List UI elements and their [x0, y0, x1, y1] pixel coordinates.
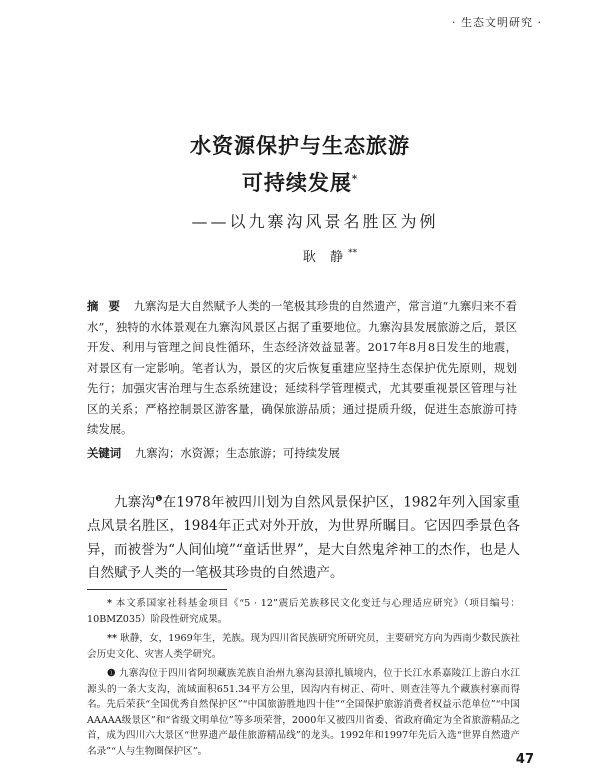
article-title-line2-text: 可持续发展: [241, 170, 352, 195]
article-subtitle: ——以九寨沟风景名胜区为例: [191, 212, 439, 231]
keywords-label: 关键词: [87, 446, 122, 460]
body-footnote-mark[interactable]: ❶: [155, 494, 163, 503]
footnote: [87, 596, 520, 627]
title-block: [0, 132, 600, 265]
footnote-mark: *: [107, 598, 113, 609]
page-number: 47: [515, 752, 534, 767]
author-footnote-mark[interactable]: **: [348, 248, 358, 259]
abstract-label: 摘要: [87, 299, 130, 313]
footnote: [87, 666, 520, 759]
running-header: · 生态文明研究 ·: [452, 16, 542, 29]
footnote-divider: [87, 589, 227, 590]
body-lead: 九寨沟: [114, 494, 156, 511]
body-text: 在1978年被四川划为自然风景保护区，1982年列入国家重点风景名胜区，1984年正式对外开放，为世界所瞩目。它因四季景色各异，而被誉为“人间仙境”“童话世界”，是大自然鬼斧神工的杰作，也是人自然赋予人类的一笔极其珍贵的自然遗产。: [87, 494, 521, 581]
keywords: [87, 443, 517, 463]
author-name: 耿 静: [302, 250, 349, 265]
body-paragraph: [87, 487, 520, 586]
article-title-line1: 水资源保护与生态旅游: [190, 133, 410, 158]
article-title-line2: [0, 166, 600, 197]
author-line: [0, 246, 600, 265]
footnote-text: 耿静，女，1969年生，羌族。现为四川省民族研究所研究员，主要研究方向为西南少数民族社会历史文化、灾害人类学研究。: [87, 633, 520, 660]
abstract: [87, 296, 517, 440]
footnote-text: 本文系国家社科基金项目《“5 · 12”震后羌族移民文化变迁与心理适应研究》（项目编号：10BMZ035）阶段性研究成果。: [87, 598, 520, 625]
footnote-mark: **: [107, 633, 118, 644]
footnote: [87, 631, 520, 662]
footnote-mark: ❶: [107, 668, 116, 679]
footnote-text: 九寨沟位于四川省阿坝藏族羌族自治州九寨沟县漳扎镇境内，位于长江水系嘉陵江上游白水江源头的一条大支沟，流域面积651.34平方公里，因沟内有树正、荷叶、则查洼等九个藏族村寨而得名。先后荣获“全国优秀自然保护区”“中国旅游胜地四十佳”“全国保护旅游消费者权益示范单位”“中国AAAAA级景区”和“省级文明单位”等多项荣誉，2000年又被四川省委、省政府确定为全省旅游精品之首，成为四川六大景区“世界遗产最佳旅游精品线”的龙头。1992年和1997年先后入选“世界自然遗产名录”“人与生物圈保护区”。: [87, 668, 520, 757]
abstract-text: 九寨沟是大自然赋予人类的一笔极其珍贵的自然遗产，常言道“九寨归来不看水”，独特的水体景观在九寨沟风景区占据了重要地位。九寨沟县发展旅游之后，景区开发、利用与管理之间良性循环，生态经济效益显著。2017年8月8日发生的地震，对景区有一定影响。笔者认为，景区的灾后恢复重建应坚持生态保护优先原则，规划先行；加强灾害治理与生态系统建设；延续科学管理模式，尤其要重视景区管理与社区的关系；严格控制景区游客量，确保旅游品质；通过提质升级，促进生态旅游可持续发展。: [87, 299, 517, 436]
footnotes: [87, 596, 520, 763]
keywords-text: 九寨沟；水资源；生态旅游；可持续发展: [134, 446, 340, 460]
title-footnote-mark[interactable]: *: [351, 174, 359, 185]
